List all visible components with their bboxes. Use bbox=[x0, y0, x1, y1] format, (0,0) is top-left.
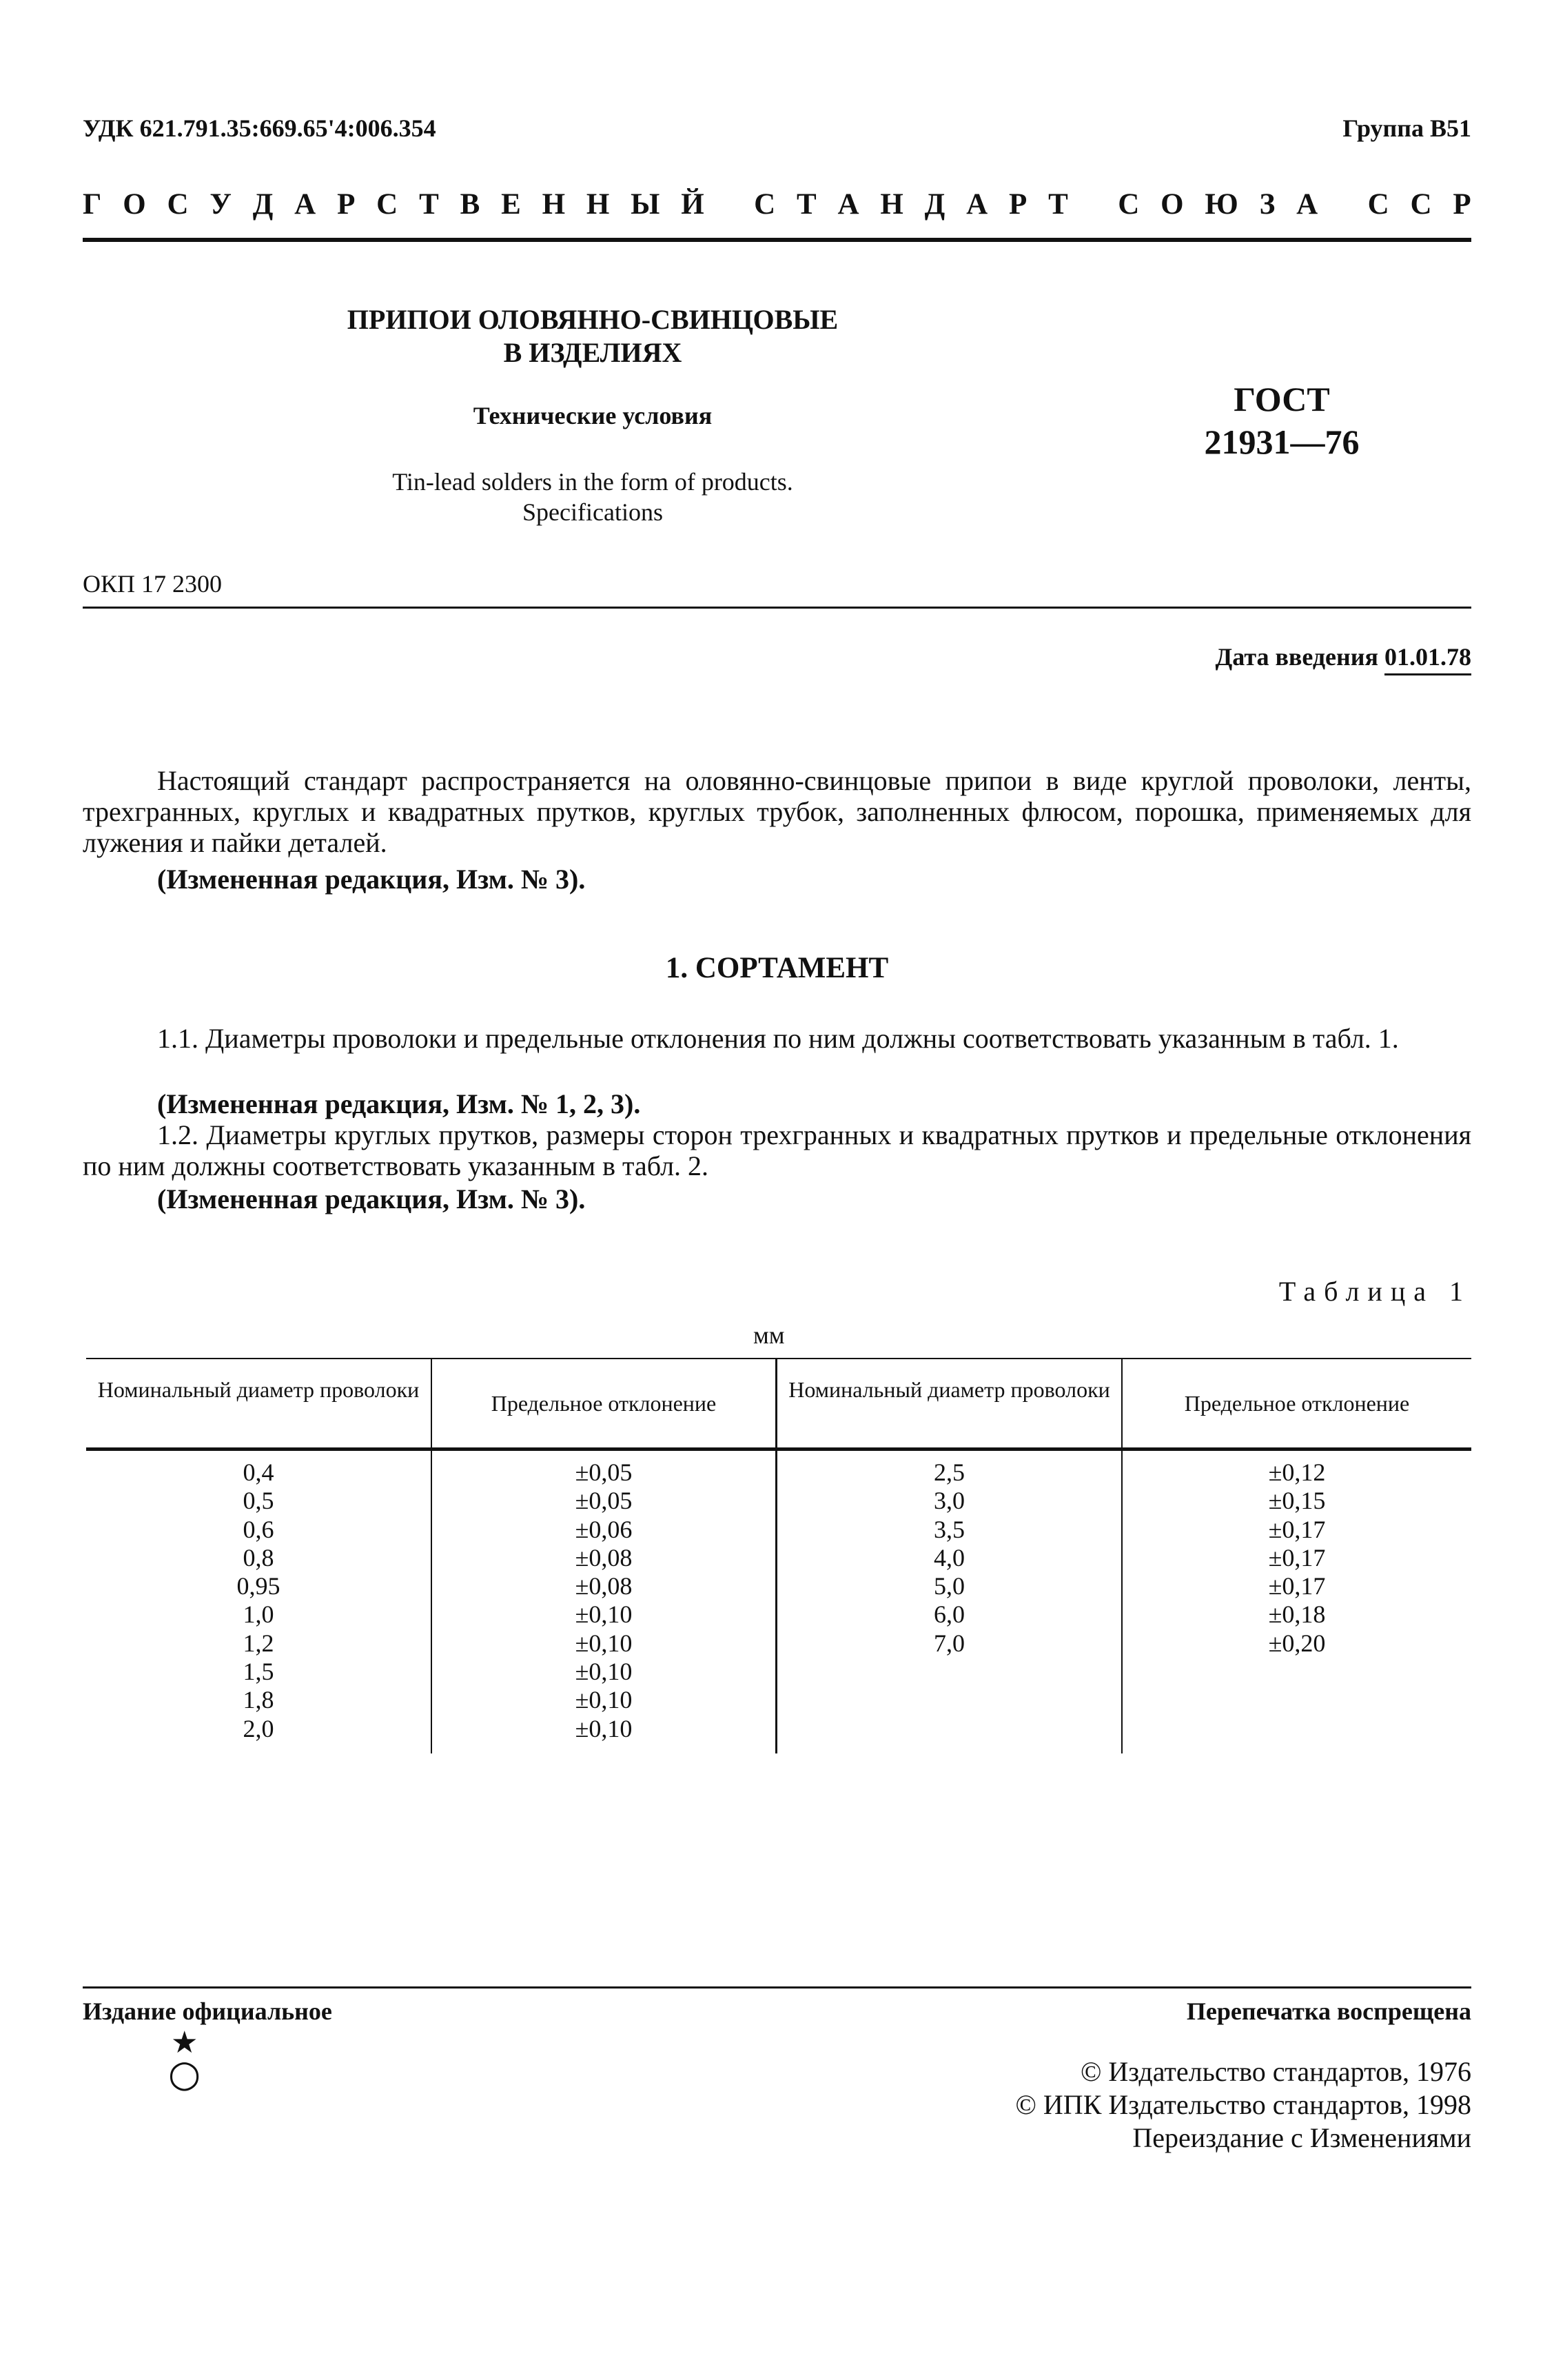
standard-letter: З bbox=[1259, 188, 1276, 221]
table-cell: ±0,17 bbox=[1268, 1543, 1326, 1572]
intro-amendment: (Измененная редакция, Изм. № 3). bbox=[157, 864, 586, 895]
table-cell: ±0,10 bbox=[575, 1714, 633, 1742]
paragraph-1-1-amendment: (Измененная редакция, Изм. № 1, 2, 3). bbox=[157, 1088, 641, 1119]
standard-letter: Р bbox=[1453, 188, 1471, 221]
table-cell: ±0,17 bbox=[1268, 1515, 1326, 1543]
section-title: 1. СОРТАМЕНТ bbox=[665, 952, 889, 984]
standard-letter: Р bbox=[337, 188, 356, 221]
copyright-block bbox=[1016, 2055, 1471, 2155]
standard-letter bbox=[726, 187, 733, 221]
introduction-date-label: Дата введения bbox=[1215, 643, 1378, 671]
table-cell: 0,4 bbox=[243, 1458, 274, 1486]
table-cell: ±0,10 bbox=[575, 1629, 633, 1657]
introduction-date bbox=[1216, 642, 1472, 671]
introduction-date-value: 01.01.78 bbox=[1384, 643, 1471, 675]
standard-letter: Т bbox=[1048, 188, 1068, 221]
gost-designation bbox=[1116, 378, 1447, 463]
table-cell: 1,0 bbox=[243, 1600, 274, 1629]
standard-letter: Т bbox=[796, 188, 817, 221]
table-column-diameter-1 bbox=[86, 1458, 431, 1743]
table-cell: ±0,06 bbox=[575, 1515, 633, 1543]
standard-letter: В bbox=[460, 188, 480, 221]
standard-letter: О bbox=[1161, 188, 1184, 221]
gost-number: 21931—76 bbox=[1204, 423, 1360, 461]
table-cell: ±0,18 bbox=[1268, 1600, 1326, 1629]
table-cell: 0,6 bbox=[243, 1515, 274, 1543]
udk-code: УДК 621.791.35:669.65'4:006.354 bbox=[83, 114, 436, 142]
paragraph-1-1: 1.1. Диаметры проволоки и предельные отклонения по ним должны соответствовать указанным в табл. 1. bbox=[157, 1023, 1399, 1054]
title-line-1: ПРИПОИ ОЛОВЯННО-СВИНЦОВЫЕ bbox=[347, 304, 839, 335]
reprint-prohibited: Перепечатка воспрещена bbox=[1186, 1997, 1471, 2025]
table-cell: 6,0 bbox=[934, 1600, 965, 1629]
table-header-deviation-2: Предельное отклонение bbox=[1184, 1391, 1410, 1416]
table-cell: 0,5 bbox=[243, 1487, 274, 1515]
standard-letter: С bbox=[1118, 188, 1140, 221]
standard-letter: А bbox=[1296, 188, 1318, 221]
table-cell: 4,0 bbox=[934, 1543, 965, 1572]
table-cell: 5,0 bbox=[934, 1572, 965, 1600]
table-cell: ±0,10 bbox=[575, 1686, 633, 1714]
standard-letter: С bbox=[754, 188, 776, 221]
group-code: Группа В51 bbox=[1342, 114, 1471, 142]
circle-icon: ○ bbox=[168, 2052, 201, 2095]
standard-letter: А bbox=[966, 188, 988, 221]
standard-letter: Н bbox=[880, 188, 903, 221]
table-cell: 1,8 bbox=[243, 1686, 274, 1714]
table-cell: 3,0 bbox=[934, 1487, 965, 1515]
table-header-diameter-2: Номинальный диаметр проволоки bbox=[788, 1377, 1110, 1402]
footer-rule bbox=[83, 1986, 1471, 1989]
copyright-1976: © Издательство стандартов, 1976 bbox=[1080, 2056, 1471, 2087]
okp-rule bbox=[83, 607, 1471, 609]
standard-letter: О bbox=[123, 188, 146, 221]
table-cell: 2,0 bbox=[243, 1714, 274, 1742]
table-unit: мм bbox=[753, 1321, 785, 1349]
standard-letter: С bbox=[1367, 188, 1389, 221]
official-edition: Издание официальное bbox=[83, 1997, 332, 2025]
table-column-diameter-2 bbox=[777, 1458, 1121, 1658]
table-header-rule bbox=[86, 1447, 1471, 1451]
standard-letter: Н bbox=[542, 188, 566, 221]
table-cell: ±0,05 bbox=[575, 1487, 633, 1515]
table-column-deviation-2 bbox=[1123, 1458, 1471, 1658]
standard-letter bbox=[1090, 187, 1097, 221]
header-rule bbox=[83, 238, 1471, 242]
table-caption: Таблица 1 bbox=[1278, 1276, 1471, 1307]
standard-letter: Д bbox=[924, 188, 945, 221]
okp-code: ОКП 17 2300 bbox=[83, 570, 223, 598]
table-cell: ±0,12 bbox=[1268, 1458, 1326, 1486]
standard-letter bbox=[1339, 187, 1347, 221]
standard-letter: Д bbox=[252, 188, 274, 221]
paragraph-1-2: 1.2. Диаметры круглых прутков, размеры сторон трехгранных и квадратных прутков и предельные отклонения по ним должны соответствовать указанным в табл. 2. bbox=[83, 1119, 1471, 1181]
standard-letter: С bbox=[167, 188, 189, 221]
intro-paragraph: Настоящий стандарт распространяется на оловянно-свинцовые припои в виде круглой проволоки, ленты, трехгранных, круглых и квадратных прутков, круглых трубок, заполненных флюсом, порошка, применяемых для лужения и пайки деталей. bbox=[83, 765, 1471, 858]
standard-letter: С bbox=[376, 188, 398, 221]
table-cell: ±0,08 bbox=[575, 1572, 633, 1600]
table-cell: ±0,10 bbox=[575, 1600, 633, 1629]
table-column-deviation-1 bbox=[432, 1458, 775, 1743]
title-line-2: В ИЗДЕЛИЯХ bbox=[503, 337, 682, 368]
table-cell: 3,5 bbox=[934, 1515, 965, 1543]
document-title bbox=[303, 303, 882, 369]
table-cell: ±0,20 bbox=[1268, 1629, 1326, 1657]
copyright-1998: © ИПК Издательство стандартов, 1998 bbox=[1015, 2089, 1471, 2120]
table-cell: ±0,05 bbox=[575, 1458, 633, 1486]
table-cell: 7,0 bbox=[934, 1629, 965, 1657]
table-cell: 1,2 bbox=[243, 1629, 274, 1657]
standard-letter: Р bbox=[1008, 188, 1028, 221]
reissue-note: Переиздание с Изменениями bbox=[1132, 2122, 1471, 2153]
table-cell: 2,5 bbox=[934, 1458, 965, 1486]
standard-letter: Й bbox=[681, 188, 704, 221]
paragraph-1-2-amendment: (Измененная редакция, Изм. № 3). bbox=[157, 1183, 586, 1214]
standard-letter: Т bbox=[419, 188, 439, 221]
standard-letter: У bbox=[209, 188, 232, 221]
standard-letter: Г bbox=[83, 188, 102, 221]
english-title-line-1: Tin-lead solders in the form of products. bbox=[392, 468, 793, 496]
table-cell: ±0,10 bbox=[575, 1658, 633, 1686]
gost-label: ГОСТ bbox=[1234, 380, 1330, 418]
standard-letter: А bbox=[837, 188, 859, 221]
state-standard-heading bbox=[83, 187, 1471, 221]
standard-letter: Е bbox=[501, 188, 521, 221]
table-header-diameter-1: Номинальный диаметр проволоки bbox=[97, 1377, 420, 1402]
table-top-rule bbox=[86, 1358, 1471, 1359]
standard-letter: Ы bbox=[631, 188, 660, 221]
table-cell: ±0,08 bbox=[575, 1543, 633, 1572]
table-cell: 0,8 bbox=[243, 1543, 274, 1572]
table-cell: ±0,17 bbox=[1268, 1572, 1326, 1600]
standard-letter: Ю bbox=[1205, 188, 1238, 221]
table-header-deviation-1: Предельное отклонение bbox=[491, 1391, 717, 1416]
table-cell: ±0,15 bbox=[1268, 1487, 1326, 1515]
english-title bbox=[303, 467, 882, 527]
standard-letter: С bbox=[1410, 188, 1432, 221]
table-cell: 1,5 bbox=[243, 1658, 274, 1686]
table-cell: 0,95 bbox=[236, 1572, 280, 1600]
standard-letter: Н bbox=[586, 188, 610, 221]
standard-letter: А bbox=[294, 188, 316, 221]
english-title-line-2: Specifications bbox=[522, 498, 663, 526]
document-subtitle: Технические условия bbox=[473, 402, 713, 429]
star-icon: ★ bbox=[171, 2025, 198, 2060]
